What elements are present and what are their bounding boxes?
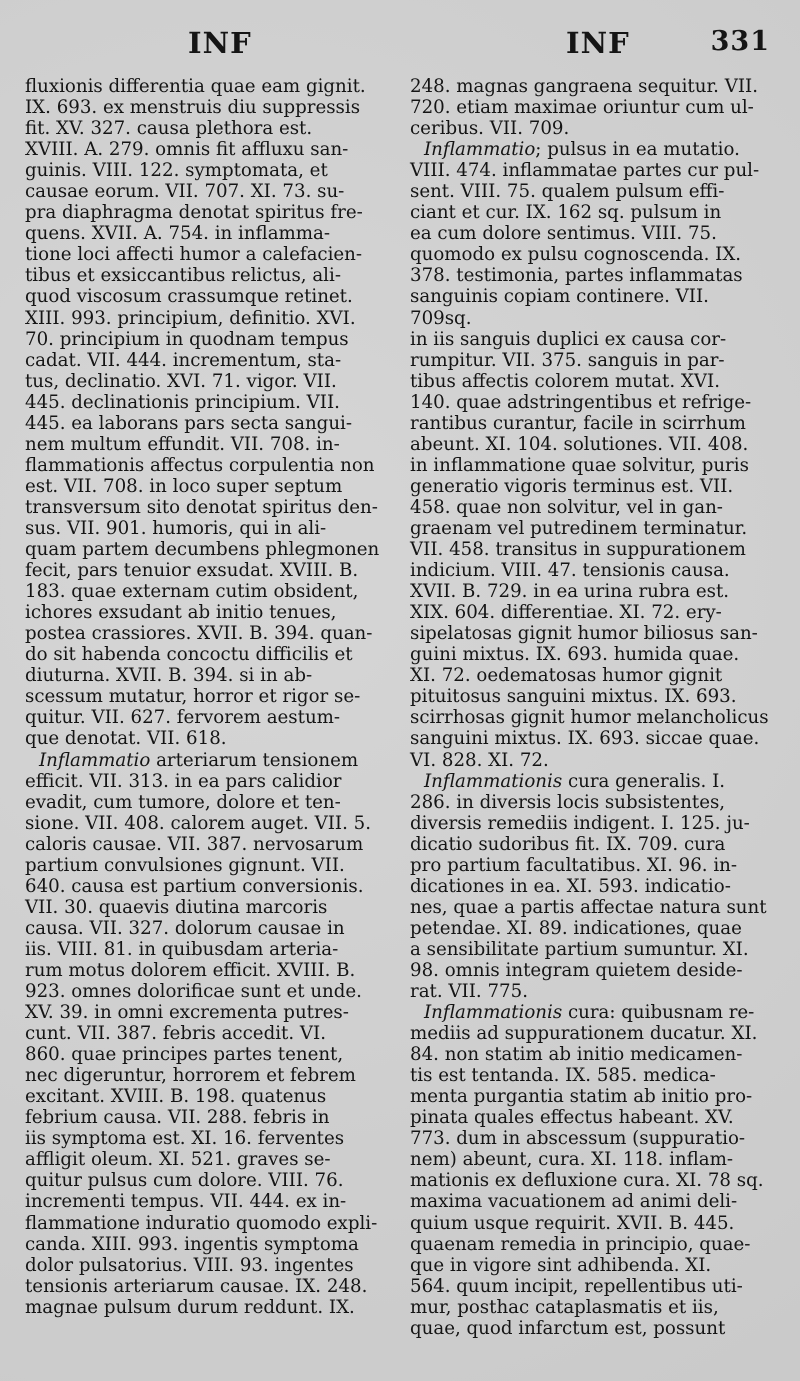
index-entry-continuation-right: 248. magnas gangraena sequitur. VII. 720. etiam maximae oriuntur cum ul- ceribus. VII. 709. [410,76,758,140]
index-entry-inflammationis-cura: Inflammationis cura: quibusnam re- mediis ad suppurationem ducatur. XI. 84. non statim ab initio medicamen- tis est tentanda. IX. 585. medica- menta purgantia statim ab initio pro- pinata quales effectus habeant. XV. 773. dum in abscessum (suppuratio- nem) abeunt, cura. XI. 118. inflam- mationis ex defluxione cura. XI. 78 sq. maxima vacuationem ad animi deli- quium usque requirit. XVII. B. 445. quaenam remedia in principio, quae- que in vigore sint adhibenda. XI. 564. quum incipit, repellentibus uti- mur, posthac cataplasmatis et iis, quae, quod infarctum est, possunt [410,1002,764,1339]
index-entry-continuation: fluxionis differentia quae eam gignit. IX. 693. ex menstruis diu suppressis fit. XV. 327. causa plethora est. XVIII. A. 279. omnis fit affluxu san- guinis. VIII. 122. symptomata, et causae eorum. VII. 707. XI. 73. su- pra diaphragma denotat spiritus fre- quens. XVII. A. 754. in inflamma- tione loci affecti humor a calefacien- tibus et exsiccantibus relictus, ali- quod viscosum crassumque retinet. XIII. 993. principium, definitio. XVI. 70. principium in quodnam tempus cadat. VII. 444. incrementum, sta- tus, declinatio. XVI. 71. vigor. VII. 445. declinationis principium. VII. 445. ea laborans pars secta sangui- nem multum effundit. VII. 708. in- flammationis affectus corpulentia non est. VII. 708. in loco super septum transversum sito denotat spiritus den- sus. VII. 901. humoris, qui in ali- quam partem decumbens phlegmonen fecit, pars tenuior exsudat. XVIII. B. 183. quae externam cutim obsident, ichores exsudant ab initio tenues, postea crassiores. XVII. B. 394. quan- do sit habenda concoctu difficilis et diuturna. XVII. B. 394. si in ab- scessum mutatur, horror et rigor se- quitur. VII. 627. fervorem aestum- que denotat. VII. 618. [25,76,380,750]
entry-headword: Inflammationis [424,770,563,792]
index-entry-inflammationis-cura-generalis: Inflammationis cura generalis. I. 286. in diversis locis subsistentes, diversis remediis indigent. I. 125. ju- dicatio sudoribus fit. IX. 709. cura pro partium facultatibus. XI. 96. in- dicationes in ea. XI. 593. indicatio- nes, quae a partis affectae natura sunt petendae. XI. 89. indicationes, quae a sensibilitate partium sumuntur. XI. 98. omnis integram quietem deside- rat. VII. 775. [410,770,767,1003]
left-column [25,76,405,1318]
right-column [410,76,770,1339]
index-entry-inflammatio-pulsus: Inflammatio; pulsus in ea mutatio. VIII. 474. inflammatae partes cur pul- sent. VIII. 75. qualem pulsum effi- ciant et cur. IX. 162 sq. pulsum in ea cum dolore sentimus. VIII. 75. quomodo ex pulsu cognoscenda. IX. 378. testimonia, partes inflammatas sanguinis copiam continere. VII. 709sq. in iis sanguis duplici ex causa cor- rumpitur. VII. 375. sanguis in par- tibus affectis colorem mutat. XVI. 140. quae adstringentibus et refrige- rantibus curantur, facile in scirrhum abeunt. XI. 104. solutiones. VII. 408. in inflammatione quae solvitur, puris generatio vigoris terminus est. VII. 458. quae non solvitur, vel in gan- graenam vel putredinem terminatur. VII. 458. transitus in suppurationem indicium. VIII. 47. tensionis causa. XVII. B. 729. in ea urina rubra est. XIX. 604. differentiae. XI. 72. ery- sipelatosas gignit humor biliosus san- guini mixtus. IX. 693. humida quae. XI. 72. oedematosas humor gignit pituitosus sanguini mixtus. IX. 693. scirrhosas gignit humor melancholicus sanguini mixtus. IX. 693. siccae quae. VI. 828. XI. 72. [410,139,769,771]
running-head-right: INF [566,26,630,60]
entry-headword: Inflammationis [424,1002,563,1024]
page-number: 331 [710,26,770,57]
index-entry-inflammatio: Inflammatio arteriarum tensionem efficit. VII. 313. in ea pars calidior evadit, cum tumore, dolore et ten- sione. VII. 408. calorem auget. VII. 5. caloris causae. VII. 387. nervosarum partium convulsiones gignunt. VII. 640. causa est partium conversionis. VII. 30. quaevis diutina marcoris causa. VII. 327. dolorum causae in iis. VIII. 81. in quibusdam arteria- rum motus dolorem efficit. XVIII. B. 923. omnes dolorificae sunt et unde. XV. 39. in omni excrementa putres- cunt. VII. 387. febris accedit. VI. 860. quae principes partes tenent, nec digeruntur, horrorem et febrem excitant. XVIII. B. 198. quatenus febrium causa. VII. 288. febris in iis symptoma est. XI. 16. ferventes affligit oleum. XI. 521. graves se- quitur pulsus cum dolore. VIII. 76. incrementi tempus. VII. 444. ex in- flammatione induratio quomodo expli- canda. XIII. 993. ingentis symptoma dolor pulsatorius. VIII. 93. ingentes tensionis arteriarum causae. IX. 248. magnae pulsum durum reddunt. IX. [25,749,378,1318]
running-head-left: INF [188,26,252,60]
entry-headword: Inflammatio [39,749,151,771]
entry-headword: Inflammatio [424,139,536,161]
